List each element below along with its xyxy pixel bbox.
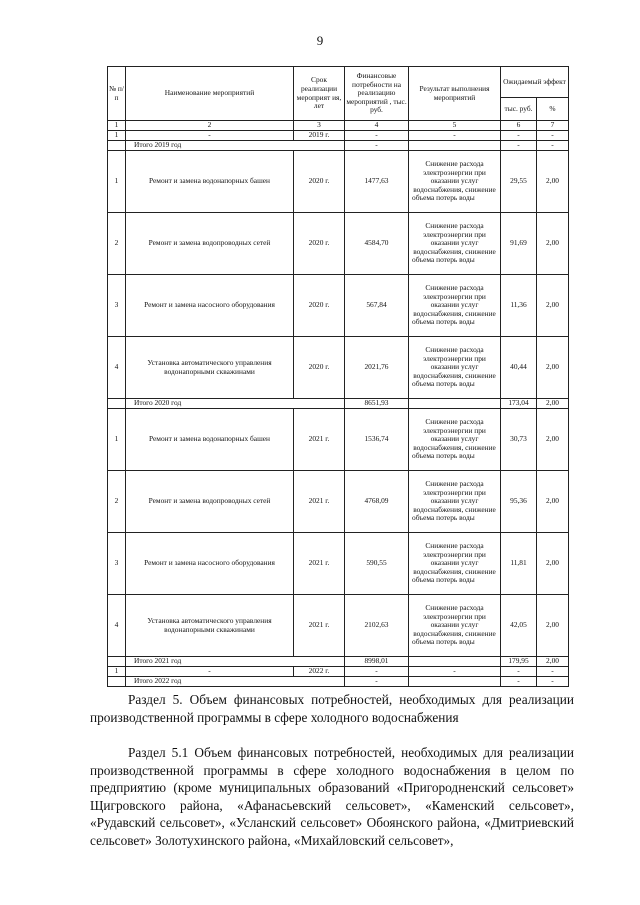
cell-empty bbox=[409, 657, 501, 667]
header-name: Наименование мероприятий bbox=[126, 67, 294, 121]
cell-result: - bbox=[409, 131, 501, 141]
cell-effect-rub: 91,69 bbox=[501, 213, 537, 275]
total-row bbox=[108, 657, 569, 667]
cell-finance: 1477,63 bbox=[345, 151, 409, 213]
cell-effect-rub: 42,05 bbox=[501, 595, 537, 657]
cell-term: 2021 г. bbox=[294, 533, 345, 595]
cell-name: - bbox=[126, 667, 294, 677]
column-numbers-row bbox=[108, 121, 569, 131]
cell-effect-pct: - bbox=[537, 131, 569, 141]
table-row bbox=[108, 409, 569, 471]
total-label: Итого 2019 год bbox=[126, 141, 345, 151]
cell-name: Ремонт и замена водонапорных башен bbox=[126, 409, 294, 471]
cell-term: 2020 г. bbox=[294, 275, 345, 337]
cell-name: Ремонт и замена насосного оборудования bbox=[126, 533, 294, 595]
cell-effect-pct: - bbox=[537, 667, 569, 677]
cell-effect-pct: 2,00 bbox=[537, 471, 569, 533]
col-number: 7 bbox=[537, 121, 569, 131]
cell-empty bbox=[409, 399, 501, 409]
cell-empty bbox=[409, 141, 501, 151]
cell-name: Ремонт и замена водопроводных сетей bbox=[126, 213, 294, 275]
cell-term: 2022 г. bbox=[294, 667, 345, 677]
cell-finance: - bbox=[345, 131, 409, 141]
cell-num: 1 bbox=[108, 667, 126, 677]
cell-result: - bbox=[409, 667, 501, 677]
cell-finance: 8651,93 bbox=[345, 399, 409, 409]
cell-empty bbox=[108, 399, 126, 409]
cell-effect-pct: 2,00 bbox=[537, 275, 569, 337]
total-label: Итого 2020 год bbox=[126, 399, 345, 409]
col-number: 5 bbox=[409, 121, 501, 131]
table-body bbox=[108, 131, 569, 687]
header-finance: Финансовые потребности на реализацию мероприятий , тыс. руб. bbox=[345, 67, 409, 121]
section-body: Раздел 5.1 Объем финансовых потребностей, необходимых для реализации производственной программы в сфере холодного водоснабжения в целом по предприятию (кроме муниципальных образований «Пригородненский сельсовет» Щигровского района, «Афанасьевский сельсовет», «Каменский сельсовет», «Рудавский сельсовет», «Усланский сельсовет» Обоянского района, «Дмитриевский сельсовет» Золотухинского района, «Михайловский сельсовет», bbox=[90, 745, 574, 848]
cell-finance: - bbox=[345, 141, 409, 151]
table-row bbox=[108, 667, 569, 677]
table-row bbox=[108, 471, 569, 533]
cell-name: Ремонт и замена водопроводных сетей bbox=[126, 471, 294, 533]
cell-effect-rub: 29,55 bbox=[501, 151, 537, 213]
col-number: 2 bbox=[126, 121, 294, 131]
col-number: 4 bbox=[345, 121, 409, 131]
cell-empty bbox=[108, 141, 126, 151]
cell-effect-pct: 2,00 bbox=[537, 213, 569, 275]
col-number: 1 bbox=[108, 121, 126, 131]
cell-result: Снижение расхода электроэнергии при оказании услуг водоснабжения, снижение объема потерь воды bbox=[409, 595, 501, 657]
cell-effect-rub: - bbox=[501, 141, 537, 151]
cell-effect-rub: 95,36 bbox=[501, 471, 537, 533]
table-row bbox=[108, 213, 569, 275]
cell-effect-rub: - bbox=[501, 131, 537, 141]
cell-num: 1 bbox=[108, 151, 126, 213]
section-title: Раздел 5. Объем финансовых потребностей, необходимых для реализации производственной программы в сфере холодного водоснабжения bbox=[90, 692, 574, 725]
cell-effect-pct: 2,00 bbox=[537, 595, 569, 657]
cell-num: 4 bbox=[108, 595, 126, 657]
cell-effect-rub: - bbox=[501, 667, 537, 677]
cell-num: 1 bbox=[108, 409, 126, 471]
cell-name: Установка автоматического управления водонапорными скважинами bbox=[126, 337, 294, 399]
cell-effect-pct: 2,00 bbox=[537, 151, 569, 213]
header-result: Результат выполнения мероприятий bbox=[409, 67, 501, 121]
header-term: Срок реализации мероприят ия, лет bbox=[294, 67, 345, 121]
total-row bbox=[108, 399, 569, 409]
cell-num: 3 bbox=[108, 275, 126, 337]
cell-num: 2 bbox=[108, 471, 126, 533]
cell-effect-pct: 2,00 bbox=[537, 533, 569, 595]
cell-result: Снижение расхода электроэнергии при оказании услуг водоснабжения, снижение объема потерь воды bbox=[409, 533, 501, 595]
table-row bbox=[108, 275, 569, 337]
cell-result: Снижение расхода электроэнергии при оказании услуг водоснабжения, снижение объема потерь воды bbox=[409, 409, 501, 471]
table-row bbox=[108, 595, 569, 657]
cell-effect-rub: 179,95 bbox=[501, 657, 537, 667]
cell-finance: 2021,76 bbox=[345, 337, 409, 399]
header-effect-pct: % bbox=[537, 98, 569, 121]
cell-finance: 2102,63 bbox=[345, 595, 409, 657]
cell-finance: 1536,74 bbox=[345, 409, 409, 471]
cell-num: 4 bbox=[108, 337, 126, 399]
cell-result: Снижение расхода электроэнергии при оказании услуг водоснабжения, снижение объема потерь воды bbox=[409, 151, 501, 213]
cell-effect-rub: - bbox=[501, 677, 537, 687]
cell-effect-pct: 2,00 bbox=[537, 399, 569, 409]
cell-term: 2020 г. bbox=[294, 151, 345, 213]
cell-result: Снижение расхода электроэнергии при оказании услуг водоснабжения, снижение объема потерь воды bbox=[409, 275, 501, 337]
cell-num: 1 bbox=[108, 131, 126, 141]
table-row bbox=[108, 131, 569, 141]
cell-term: 2020 г. bbox=[294, 213, 345, 275]
cell-term: 2021 г. bbox=[294, 595, 345, 657]
cell-empty bbox=[409, 677, 501, 687]
cell-num: 2 bbox=[108, 213, 126, 275]
cell-finance: - bbox=[345, 677, 409, 687]
table-row bbox=[108, 151, 569, 213]
cell-name: Ремонт и замена насосного оборудования bbox=[126, 275, 294, 337]
cell-term: 2019 г. bbox=[294, 131, 345, 141]
cell-result: Снижение расхода электроэнергии при оказании услуг водоснабжения, снижение объема потерь воды bbox=[409, 213, 501, 275]
cell-result: Снижение расхода электроэнергии при оказании услуг водоснабжения, снижение объема потерь воды bbox=[409, 337, 501, 399]
header-effect: Ожидаемый эффект bbox=[501, 67, 569, 98]
cell-name: Ремонт и замена водонапорных башен bbox=[126, 151, 294, 213]
cell-num: 3 bbox=[108, 533, 126, 595]
cell-effect-pct: 2,00 bbox=[537, 337, 569, 399]
cell-effect-pct: - bbox=[537, 677, 569, 687]
cell-name: Установка автоматического управления водонапорными скважинами bbox=[126, 595, 294, 657]
cell-empty bbox=[108, 657, 126, 667]
cell-finance: 590,55 bbox=[345, 533, 409, 595]
cell-effect-pct: 2,00 bbox=[537, 409, 569, 471]
cell-finance: - bbox=[345, 667, 409, 677]
total-label: Итого 2022 год bbox=[126, 677, 345, 687]
cell-effect-rub: 11,36 bbox=[501, 275, 537, 337]
cell-finance: 4768,09 bbox=[345, 471, 409, 533]
cell-term: 2021 г. bbox=[294, 471, 345, 533]
col-number: 3 bbox=[294, 121, 345, 131]
header-effect-rub: тыс. руб. bbox=[501, 98, 537, 121]
col-number: 6 bbox=[501, 121, 537, 131]
table-row bbox=[108, 533, 569, 595]
total-row bbox=[108, 677, 569, 687]
total-row bbox=[108, 141, 569, 151]
cell-term: 2020 г. bbox=[294, 337, 345, 399]
cell-term: 2021 г. bbox=[294, 409, 345, 471]
cell-effect-rub: 173,04 bbox=[501, 399, 537, 409]
measures-table bbox=[107, 66, 569, 687]
cell-empty bbox=[108, 677, 126, 687]
cell-finance: 8998,01 bbox=[345, 657, 409, 667]
cell-effect-rub: 40,44 bbox=[501, 337, 537, 399]
cell-finance: 567,84 bbox=[345, 275, 409, 337]
header-num: № п/ п bbox=[108, 67, 126, 121]
cell-effect-rub: 30,73 bbox=[501, 409, 537, 471]
cell-result: Снижение расхода электроэнергии при оказании услуг водоснабжения, снижение объема потерь воды bbox=[409, 471, 501, 533]
page-number: 9 bbox=[316, 33, 324, 48]
cell-effect-rub: 11,81 bbox=[501, 533, 537, 595]
cell-effect-pct: 2,00 bbox=[537, 657, 569, 667]
cell-effect-pct: - bbox=[537, 141, 569, 151]
cell-finance: 4584,70 bbox=[345, 213, 409, 275]
cell-name: - bbox=[126, 131, 294, 141]
total-label: Итого 2021 год bbox=[126, 657, 345, 667]
table-row bbox=[108, 337, 569, 399]
